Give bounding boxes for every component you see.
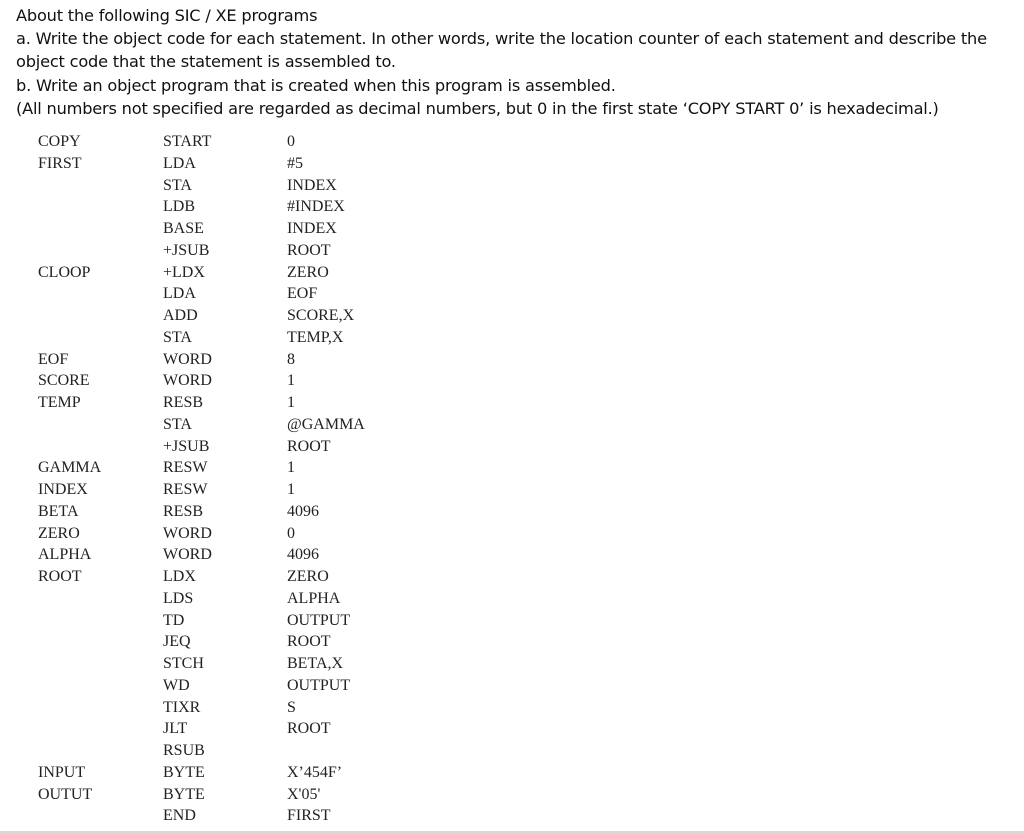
line-opcode: BYTE: [163, 785, 205, 803]
line-label: INDEX: [38, 481, 88, 498]
line-opcode: LDA: [163, 285, 196, 303]
line-opcode: RESW: [163, 481, 208, 498]
line-operand: 4096: [287, 546, 319, 564]
line-opcode: WORD: [163, 350, 212, 368]
line-label: BETA: [38, 502, 79, 520]
line-opcode: LDB: [163, 198, 195, 216]
line-operand: BETA,X: [287, 655, 344, 672]
line-opcode: STA: [163, 328, 192, 346]
line-label: FIRST: [38, 154, 82, 172]
line-label: GAMMA: [38, 459, 102, 477]
line-opcode: END: [163, 807, 196, 825]
line-operand: TEMP,X: [287, 328, 344, 346]
line-opcode: JEQ: [163, 633, 191, 651]
line-opcode: WORD: [163, 372, 212, 390]
line-operand: 1: [287, 372, 295, 390]
line-operand: ROOT: [287, 437, 331, 455]
line-operand: SCORE,X: [287, 307, 355, 324]
line-operand: X’454F’: [287, 763, 343, 781]
line-operand: 0: [287, 133, 295, 150]
line-opcode: STCH: [163, 655, 204, 672]
line-operand: ROOT: [287, 720, 331, 738]
line-operand: ZERO: [287, 568, 329, 585]
line-label: SCORE: [38, 372, 90, 390]
line-operand: ZERO: [287, 263, 329, 281]
line-operand: INDEX: [287, 176, 337, 194]
line-operand: 1: [287, 459, 295, 477]
question-part-a: a. Write the object code for each statement. In other words, write the location counter of each statement and describe the object code that the statement is assembled to.: [16, 29, 987, 72]
line-opcode: TD: [163, 611, 185, 629]
line-operand: OUTPUT: [287, 611, 351, 629]
line-operand: @GAMMA: [287, 415, 365, 433]
line-label: CLOOP: [38, 263, 91, 281]
line-label: TEMP: [38, 394, 81, 411]
line-label: ZERO: [38, 524, 80, 542]
line-opcode: LDS: [163, 589, 194, 607]
line-opcode: STA: [163, 415, 192, 433]
line-label: ROOT: [38, 568, 82, 585]
line-operand: #5: [287, 154, 303, 172]
line-label: INPUT: [38, 763, 86, 781]
line-opcode: +LDX: [163, 263, 205, 281]
line-operand: INDEX: [287, 220, 337, 237]
line-operand: FIRST: [287, 807, 331, 825]
line-label: COPY: [38, 133, 81, 150]
line-operand: 1: [287, 481, 295, 498]
line-opcode: RESB: [163, 394, 204, 411]
line-opcode: BASE: [163, 220, 204, 237]
line-opcode: WORD: [163, 546, 212, 564]
line-opcode: RESW: [163, 459, 208, 477]
line-operand: 4096: [287, 502, 319, 520]
line-label: OUTUT: [38, 785, 93, 803]
line-opcode: LDX: [163, 568, 196, 585]
line-opcode: +JSUB: [163, 437, 210, 455]
line-operand: EOF: [287, 285, 318, 303]
line-operand: S: [287, 698, 296, 716]
line-opcode: LDA: [163, 154, 196, 172]
line-opcode: WORD: [163, 524, 212, 542]
question-text: [16, 4, 1016, 120]
line-opcode: TIXR: [163, 698, 201, 716]
line-operand: ROOT: [287, 241, 331, 259]
line-operand: 8: [287, 350, 295, 368]
question-note: (All numbers not specified are regarded as decimal numbers, but 0 in the first state ‘COPY START 0’ is hexadecimal.): [16, 98, 939, 118]
question-part-b: b. Write an object program that is created when this program is assembled.: [16, 75, 616, 95]
line-opcode: STA: [163, 176, 192, 194]
line-opcode: RESB: [163, 502, 204, 520]
line-label: ALPHA: [38, 546, 92, 564]
line-operand: 1: [287, 394, 295, 411]
line-label: EOF: [38, 350, 69, 368]
line-opcode: BYTE: [163, 763, 205, 781]
line-opcode: WD: [163, 676, 190, 694]
line-operand: OUTPUT: [287, 676, 351, 694]
line-opcode: START: [163, 133, 212, 150]
line-operand: 0: [287, 524, 295, 542]
line-opcode: JLT: [163, 720, 188, 738]
line-operand: ALPHA: [287, 589, 341, 607]
line-opcode: ADD: [163, 307, 198, 324]
line-opcode: RSUB: [163, 742, 205, 759]
line-operand: X'05': [287, 785, 321, 803]
line-operand: ROOT: [287, 633, 331, 651]
question-intro: About the following SIC / XE programs: [16, 6, 318, 25]
line-operand: #INDEX: [287, 198, 345, 216]
line-opcode: +JSUB: [163, 241, 210, 259]
